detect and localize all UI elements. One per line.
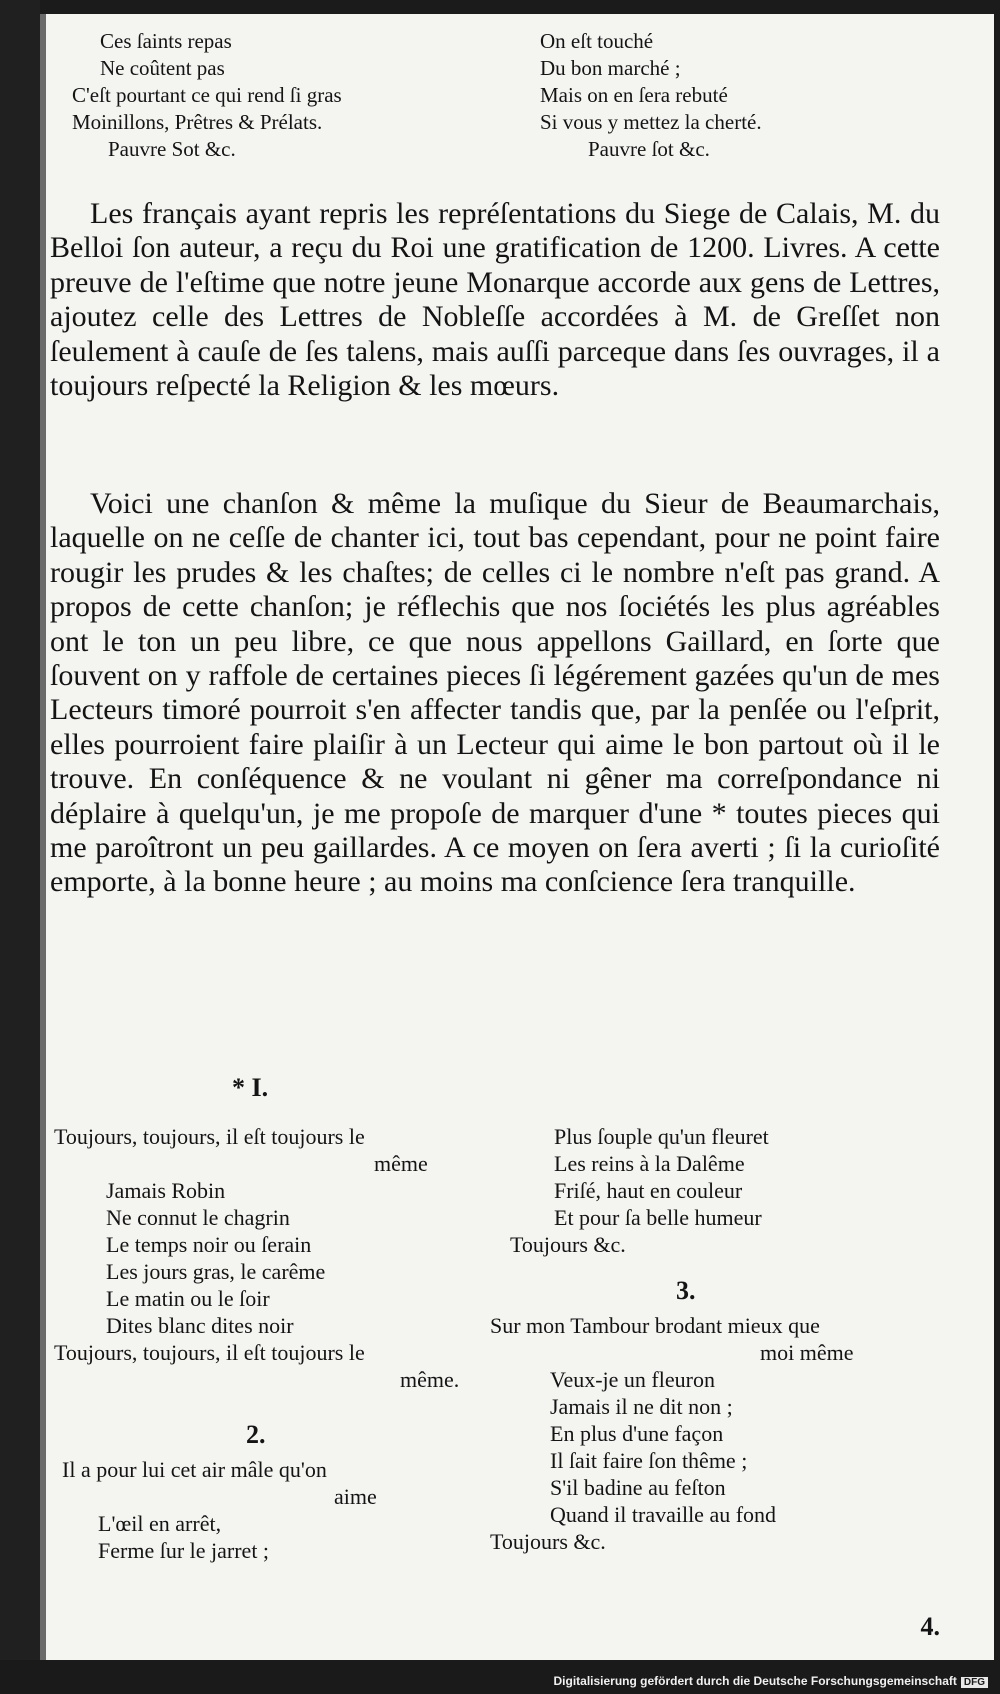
song-line: moi même xyxy=(760,1340,854,1365)
paragraph-1 xyxy=(50,197,940,403)
song-left-column-2 xyxy=(62,1456,377,1564)
song-heading-1: * I. xyxy=(232,1073,269,1102)
verse-line: On eſt touché xyxy=(540,29,654,53)
page-gutter xyxy=(40,14,46,1660)
digitization-footer xyxy=(0,1674,988,1688)
verse-line: Ces ſaints repas xyxy=(100,29,232,53)
scan-edge-left xyxy=(0,0,40,1694)
song-line: Toujours, toujours, il eſt toujours le xyxy=(54,1340,365,1365)
song-line: Et pour ſa belle humeur xyxy=(554,1205,762,1230)
scan-edge-right xyxy=(994,0,1000,1694)
footer-text: Digitalisierung gefördert durch die Deutsche Forschungsgemeinschaft xyxy=(553,1674,957,1688)
song-line: Friſé, haut en couleur xyxy=(554,1178,743,1203)
song-line: Jamais il ne dit non ; xyxy=(550,1394,733,1419)
verse-top-right xyxy=(540,28,762,163)
verse-line: Pauvre ſot &c. xyxy=(588,137,710,161)
song-line: aime xyxy=(334,1484,377,1509)
song-line: même xyxy=(374,1151,428,1176)
song-line: Plus ſouple qu'un fleuret xyxy=(554,1124,769,1149)
verse-line: C'eſt pourtant ce qui rend ſi gras xyxy=(72,83,342,107)
verse-top-left xyxy=(72,28,342,163)
paragraph-2-text: Voici une chanſon & même la muſique du Sieur de Beaumarchais, laquelle on ne ceſſe de chanter ici, tout bas cependant, pour ne point faire rougir les prudes & les chaſtes; de celles ci le nombre n'eſt pas grand. A propos de cette chanſon; je réflechis que nos ſociétés les plus agréables ont le ton un peu libre, ce que nous appellons Gaillard, en ſorte que ſouvent on y raffole de certaines pieces ſi légérement gazées qu'un de mes Lecteurs timoré pourroit s'en affecter tandis que, par la penſée ou l'eſprit, elles pourroient faire plaiſir à un Lecteur qui aime le bon partout où il le trouve. En conſéquence & ne voulant ni gêner ma correſpondance ni déplaire à quelqu'un, je me propoſe de marquer d'une * toutes pieces qui me paroîtront un peu gaillardes. A ce moyen on ſera averti ; ſi la curioſité emporte, à la bonne heure ; au moins ma conſcience ſera tranquille. xyxy=(50,487,940,899)
song-line: Quand il travaille au fond xyxy=(550,1502,777,1527)
song-line: Toujours &c. xyxy=(490,1529,606,1554)
song-line: Il a pour lui cet air mâle qu'on xyxy=(62,1457,327,1482)
verse-line: Mais on en ſera rebuté xyxy=(540,83,728,107)
song-left-column xyxy=(54,1123,459,1393)
verse-line: Si vous y mettez la cherté. xyxy=(540,110,762,134)
song-line: même. xyxy=(400,1367,460,1392)
song-line: Les jours gras, le carême xyxy=(106,1259,326,1284)
verse-line: Pauvre Sot &c. xyxy=(108,137,236,161)
verse-line: Ne coûtent pas xyxy=(100,56,225,80)
song-right-column-2 xyxy=(490,1312,853,1555)
song-line: Jamais Robin xyxy=(106,1178,226,1203)
song-right-column xyxy=(510,1123,769,1258)
page-number: 4. xyxy=(920,1612,940,1641)
song-line: Dites blanc dites noir xyxy=(106,1313,294,1338)
song-line: Sur mon Tambour brodant mieux que xyxy=(490,1313,820,1338)
verse-line: Du bon marché ; xyxy=(540,56,681,80)
song-heading-2: 2. xyxy=(246,1420,266,1449)
song-line: Les reins à la Dalême xyxy=(554,1151,745,1176)
verse-line: Moinillons, Prêtres & Prélats. xyxy=(72,110,323,134)
dfg-logo: DFG xyxy=(961,1677,988,1688)
song-line: Le temps noir ou ſerain xyxy=(106,1232,312,1257)
song-line: Le matin ou le ſoir xyxy=(106,1286,270,1311)
paragraph-2 xyxy=(50,487,940,900)
song-line: Il ſait faire ſon thême ; xyxy=(550,1448,748,1473)
song-line: Ferme ſur le jarret ; xyxy=(98,1538,270,1563)
paragraph-1-text: Les français ayant repris les repréſentations du Siege de Calais, M. du Belloi ſon auteur, a reçu du Roi une gratification de 1200. Livres. A cette preuve de l'eſtime que notre jeune Monarque accorde aux gens de Lettres, ajoutez celle des Lettres de Nobleſſe accordées à M. de Greſſet non ſeulement à cauſe de ſes talens, mais auſſi parceque dans ſes ouvrages, il a toujours reſpecté la Religion & les mœurs. xyxy=(50,197,940,403)
song-line: En plus d'une façon xyxy=(550,1421,724,1446)
scan-edge-top xyxy=(0,0,1000,14)
song-line: L'œil en arrêt, xyxy=(98,1511,222,1536)
song-line: Toujours &c. xyxy=(510,1232,626,1257)
song-line: Veux-je un fleuron xyxy=(550,1367,715,1392)
song-line: Toujours, toujours, il eſt toujours le xyxy=(54,1124,365,1149)
song-heading-3: 3. xyxy=(676,1276,696,1305)
song-line: S'il badine au feſton xyxy=(550,1475,726,1500)
song-line: Ne connut le chagrin xyxy=(106,1205,290,1230)
